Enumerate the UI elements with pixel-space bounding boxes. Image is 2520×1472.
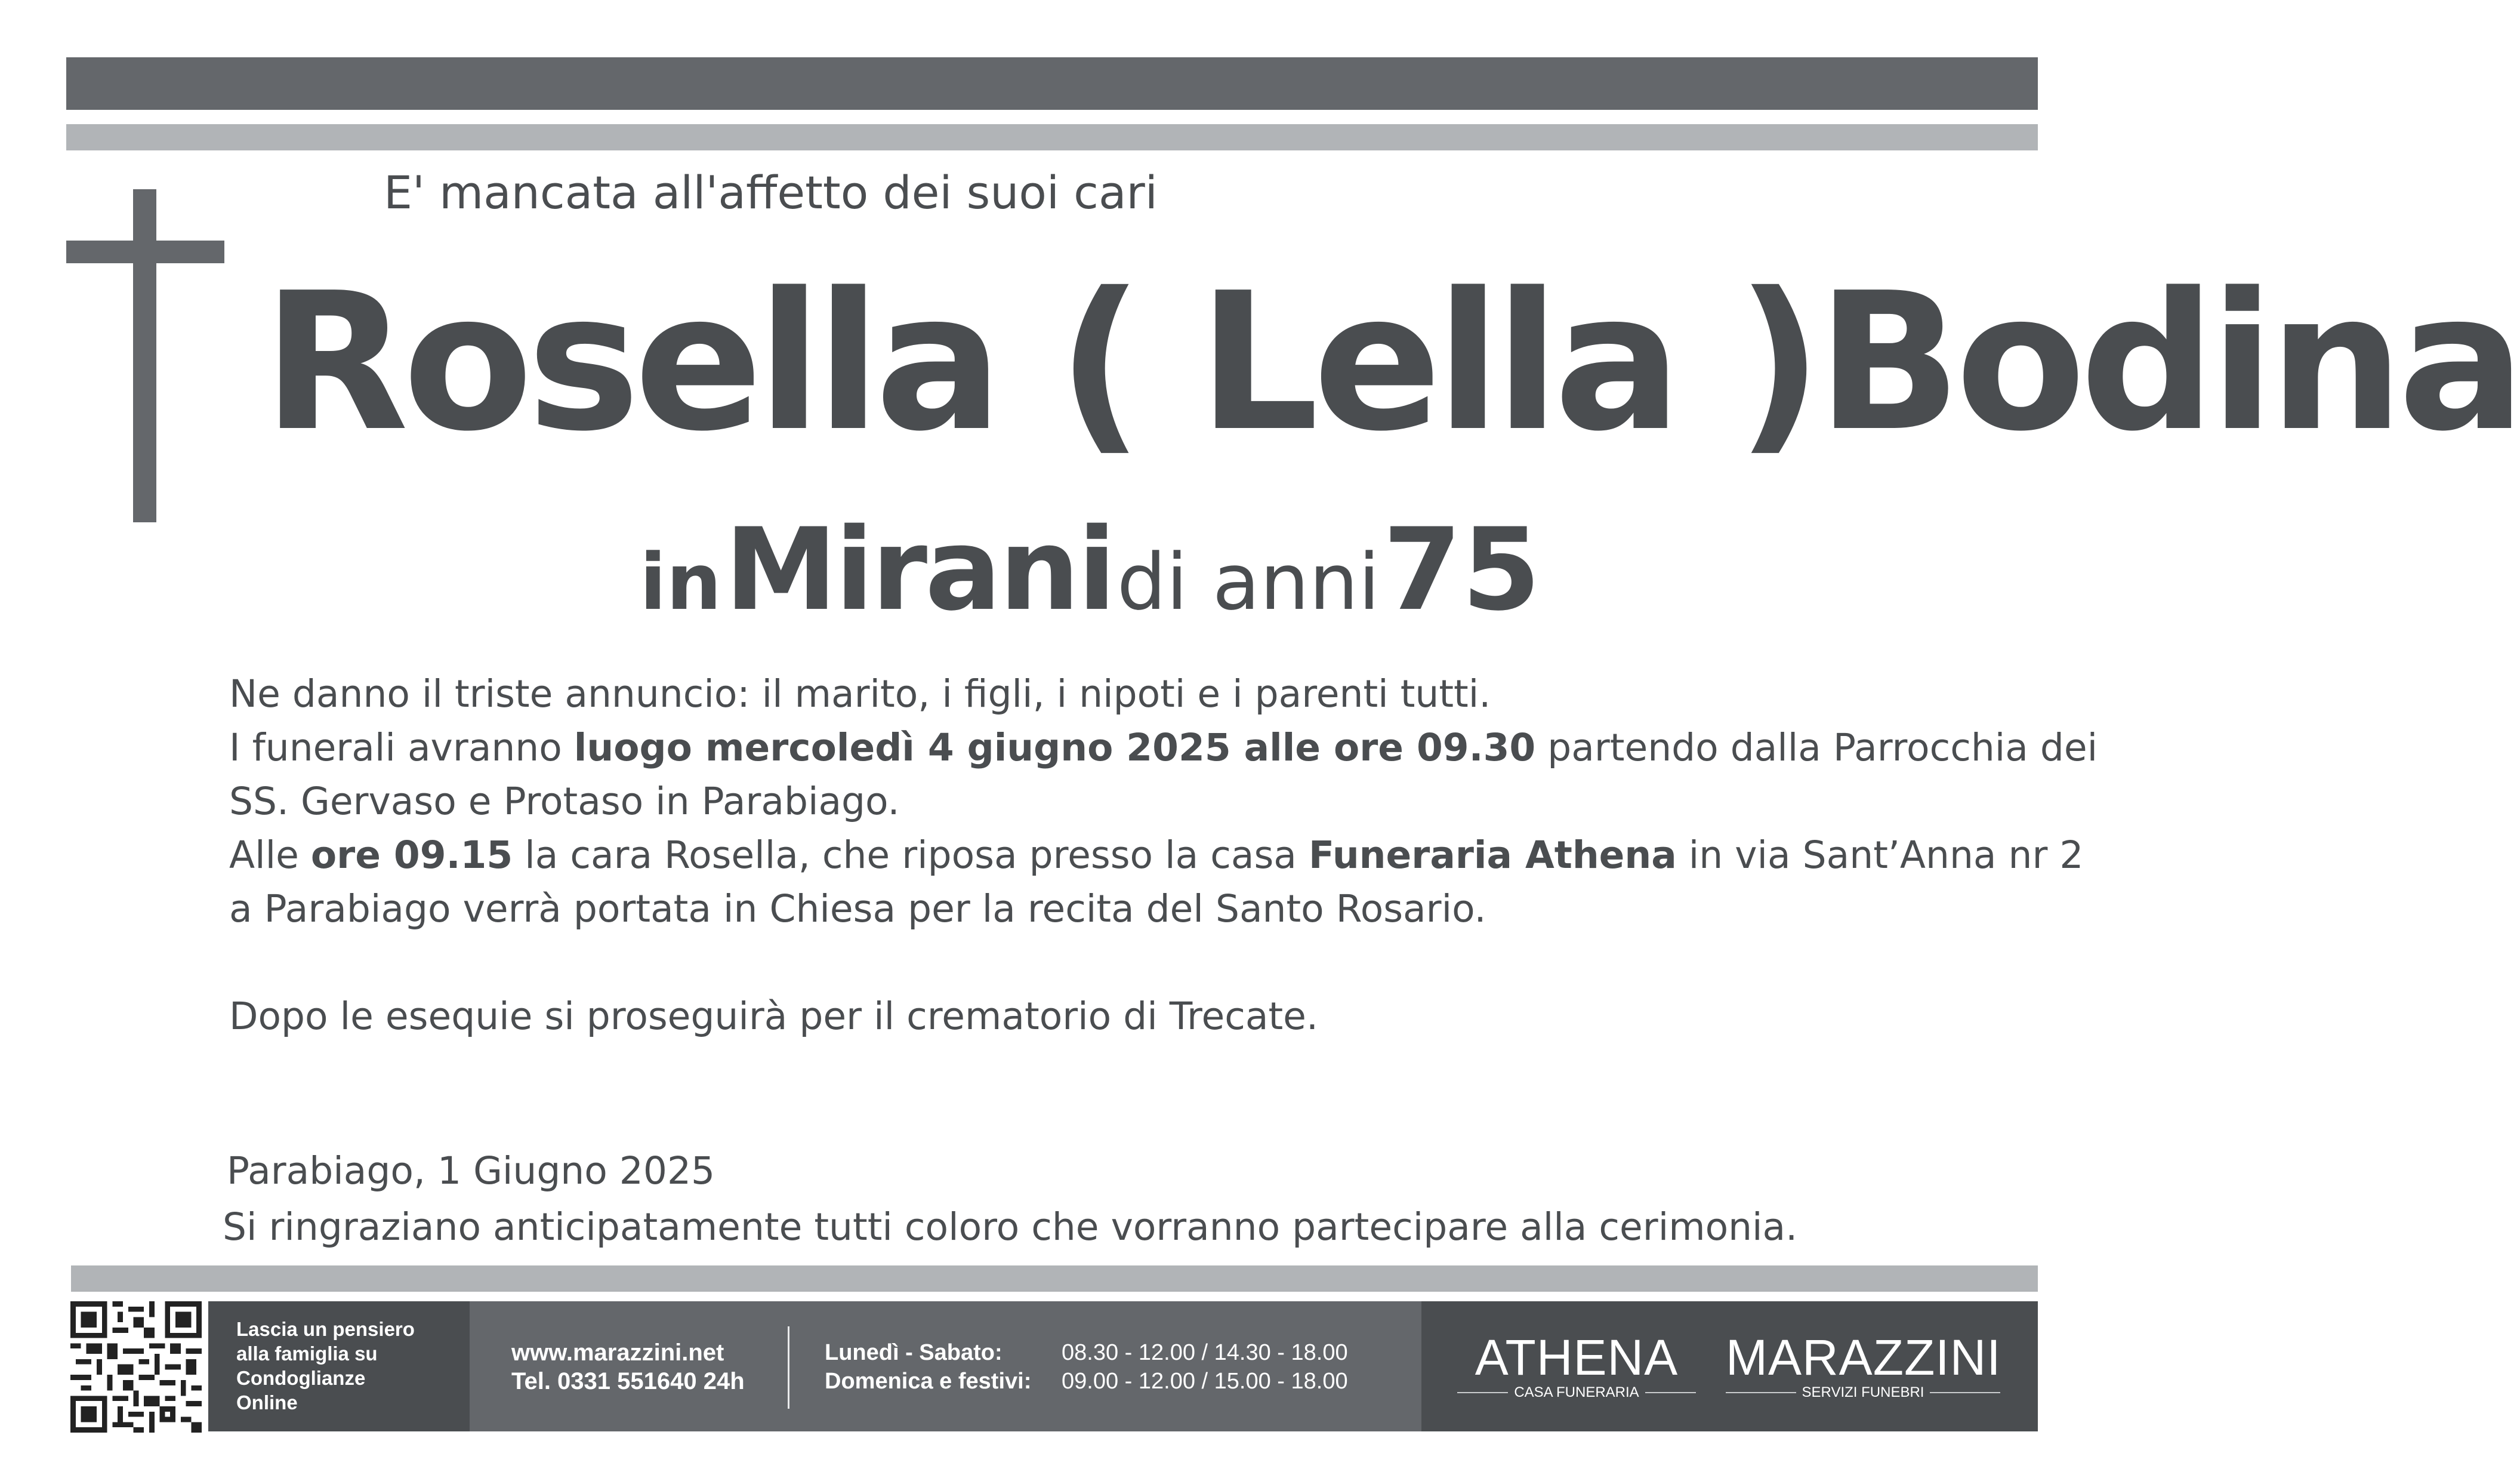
hours-value: 09.00 - 12.00 / 15.00 - 18.00 xyxy=(1062,1369,1348,1394)
body-line: SS. Gervaso e Protaso in Parabiago. xyxy=(229,780,900,823)
footer-light-band xyxy=(71,1265,2038,1292)
logos-panel xyxy=(1421,1301,2038,1431)
header-light-band xyxy=(66,124,2038,150)
qr-code-icon[interactable] xyxy=(70,1301,202,1433)
rosary-time: ore 09.15 xyxy=(310,833,513,877)
funeral-home-name: Funeraria Athena xyxy=(1308,833,1677,877)
marazzini-logo xyxy=(1726,1329,2001,1400)
hours-label: Lunedì - Sabato: xyxy=(825,1340,1003,1365)
thanks-line: Si ringraziano anticipatamente tutti coloro che vorranno partecipare alla cerimonia. xyxy=(223,1205,1798,1249)
announcement-body xyxy=(229,667,2098,1043)
text-run: la cara Rosella, che riposa presso la casa xyxy=(513,833,1309,877)
body-line xyxy=(229,829,2098,882)
age-label: di anni xyxy=(1116,537,1380,627)
prefix-in: in xyxy=(640,537,722,627)
place-date: Parabiago, 1 Giugno 2025 xyxy=(227,1149,715,1193)
body-line: Dopo le esequie si proseguirà per il crematorio di Trecate. xyxy=(229,994,1318,1038)
intro-line: E' mancata all'affetto dei suoi cari xyxy=(384,166,1158,219)
tagline-text: SERVIZI FUNEBRI xyxy=(1802,1384,1924,1400)
hours-row xyxy=(825,1338,1348,1367)
marazzini-logo-name: MARAZZINI xyxy=(1726,1329,2001,1385)
text-run: partendo dalla Parrocchia dei xyxy=(1535,726,2098,769)
hours-row xyxy=(825,1367,1348,1396)
hours-value: 08.30 - 12.00 / 14.30 - 18.00 xyxy=(1062,1340,1348,1365)
website-link[interactable]: www.marazzini.net xyxy=(511,1339,724,1366)
tagline-text: CASA FUNERARIA xyxy=(1514,1384,1639,1400)
body-line xyxy=(229,721,2098,775)
married-name-age xyxy=(640,504,1541,636)
cross-horizontal-bar xyxy=(66,241,224,263)
cross-vertical-bar xyxy=(133,189,156,522)
opening-hours xyxy=(825,1338,1348,1396)
condolences-line: Condoglianze xyxy=(236,1367,366,1389)
athena-logo-name: ATHENA xyxy=(1475,1329,1679,1385)
hours-label: Domenica e festivi: xyxy=(825,1369,1032,1394)
athena-logo xyxy=(1457,1329,1696,1400)
text-run: I funerali avranno xyxy=(229,726,574,769)
body-line: Ne danno il triste annuncio: il marito, i figli, i nipoti e i parenti tutti. xyxy=(229,672,1491,716)
deceased-name: Rosella ( Lella )Bodina xyxy=(263,252,2520,473)
condolences-line: Online xyxy=(236,1391,298,1414)
age-value: 75 xyxy=(1383,504,1541,636)
header-dark-band xyxy=(66,57,2038,110)
condolences-text xyxy=(236,1317,415,1415)
condolences-line: Lascia un pensiero xyxy=(236,1318,415,1340)
body-line: a Parabiago verrà portata in Chiesa per la recita del Santo Rosario. xyxy=(229,887,1486,931)
phone-number[interactable]: Tel. 0331 551640 24h xyxy=(511,1368,745,1394)
paragraph-gap xyxy=(229,936,2098,990)
condolences-panel[interactable] xyxy=(208,1301,470,1431)
funeral-datetime: luogo mercoledì 4 giugno 2025 alle ore 09.30 xyxy=(573,726,1536,769)
married-surname: Mirani xyxy=(724,504,1114,636)
text-run: in via Sant’Anna nr 2 xyxy=(1676,833,2084,877)
contact-divider xyxy=(788,1326,789,1409)
contact-info xyxy=(511,1338,745,1396)
text-run: Alle xyxy=(229,833,311,877)
marazzini-logo-tagline xyxy=(1726,1385,2000,1400)
athena-logo-tagline xyxy=(1457,1385,1696,1400)
condolences-line: alla famiglia su xyxy=(236,1342,378,1365)
contact-panel xyxy=(470,1301,1421,1431)
